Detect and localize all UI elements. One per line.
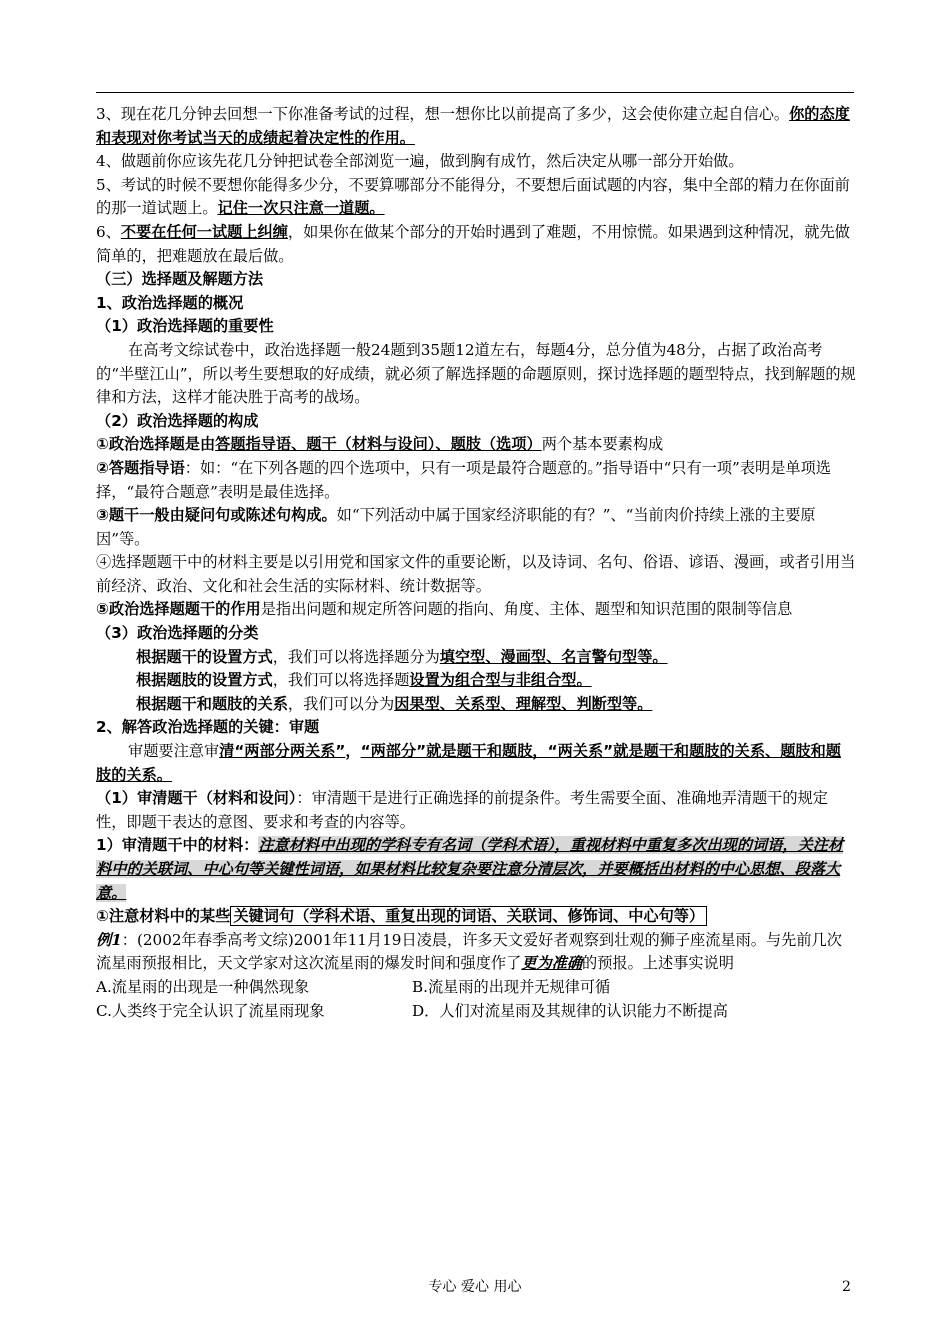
composition-2: ②答题指导语：如：“在下列各题的四个选项中，只有一项是最符合题意的。”指导语中“只有一项”表明是单项选择，“最符合题意”表明是最佳选择。: [96, 458, 831, 501]
paragraph-4: 4、做题前你应该先花几分钟把试卷全部浏览一遍，做到胸有成竹，然后决定从哪一部分开始做。: [96, 152, 744, 171]
option-b: B.流星雨的出现并无规律可循: [412, 977, 611, 996]
composition-5: ⑤政治选择题题干的作用是指出问题和规定所答问题的指向、角度、主体、题型和知识范围的限制等信息: [96, 600, 793, 619]
header-rule: [96, 92, 854, 93]
composition-3: ③题干一般由疑问句或陈述句构成。如“下列活动中属于国家经济职能的有？”、“当前肉价持续上涨的主要原因”等。: [96, 506, 816, 548]
review-stem: （1）审清题干（材料和设问）：审清题干是进行正确选择的前提条件。考生需要全面、准确地弄清题干的规定性，即题干表达的意图、要求和考查的内容等。: [96, 789, 828, 831]
importance-paragraph: 在高考文综试卷中，政治选择题一般24题到35题12道左右，每题4分，总分值为48分，占据了政治高考的“半壁江山”，所以考生要想取的好成绩，就必须了解选择题的命题原则，探讨选择题的题型特点，找到解题的规律和方法，这样才能决胜于高考的战场。: [96, 340, 856, 407]
paragraph-3: 3、现在花几分钟去回想一下你准备考试的过程，想一想你比以前提高了多少，这会使你建立起自信心。你的态度和表现对你考试当天的成绩起着决定性的作用。: [96, 105, 850, 147]
classification-1: 根据题干的设置方式，我们可以将选择题分为填空型、漫画型、名言警句型等。: [136, 647, 668, 666]
paragraph-6: 6、不要在任何一试题上纠缠，如果你在做某个部分的开始时遇到了难题，不用惊慌。如果遇到这种情况，就先做简单的，把难题放在最后做。: [96, 222, 850, 265]
paragraph-5: 5、考试的时候不要想你能得多少分，不要算哪部分不能得分，不要想后面试题的内容，集中全部的精力在你面前的那一道试题上。记住一次只注意一道题。: [96, 175, 850, 218]
page-number: 2: [842, 1279, 851, 1295]
option-d: D．人们对流星雨及其规律的认识能力不断提高: [412, 1001, 728, 1020]
option-c: C.人类终于完全认识了流星雨现象: [96, 1001, 325, 1020]
composition-1: ①政治选择题是由答题指导语、题干（材料与设问）、题肢（选项）两个基本要素构成: [96, 435, 664, 454]
heading-2: 2、解答政治选择题的关键：审题: [96, 718, 320, 737]
options-row-2: [96, 1000, 856, 1024]
options-row-1: [96, 976, 856, 1000]
heading-1: 1、政治选择题的概况: [96, 293, 244, 312]
option-a: A.流星雨的出现是一种偶然现象: [96, 977, 310, 996]
footer-text: 专心 爱心 用心: [428, 1279, 522, 1295]
keywords-line: ①注意材料中的某些 关键词句（学科术语、重复出现的词语、关联词、修饰词、中心句等）: [96, 905, 856, 929]
classification-3: 根据题干和题肢的关系，我们可以分为因果型、关系型、理解型、判断型等。: [136, 694, 653, 713]
heading-section-3: （三）选择题及解题方法: [96, 270, 264, 289]
review-material: 1）审清题干中的材料：注意材料中出现的学科专有名词（学科术语），重视材料中重复多次出现的词语，关注材料中的关联词、中心句等关键性词语，如果材料比较复杂要注意分清层次，并要概括出材料的中心思想、段落大意。: [96, 836, 844, 902]
composition-4: ④选择题题干中的材料主要是以引用党和国家文件的重要论断，以及诗词、名句、俗语、谚语、漫画，或者引用当前经济、政治、文化和社会生活的实际材料、统计数据等。: [96, 553, 856, 595]
classification-2: 根据题肢的设置方式，我们可以将选择题设置为组合型与非组合型。: [136, 671, 592, 690]
heading-1-2: （2）政治选择题的构成: [96, 411, 259, 430]
heading-1-3: （3）政治选择题的分类: [96, 624, 259, 643]
review-paragraph: 审题要注意审清“两部分两关系”，“两部分”就是题干和题肢，“两关系”就是题干和题肢的关系、题肢和题肢的关系。: [96, 742, 841, 784]
example-1: 例1：(2002年春季高考文综)2001年11月19日凌晨，许多天文爱好者观察到壮观的狮子座流星雨。与先前几次流星雨预报相比，天文学家对这次流星雨的爆发时间和强度作了更为准确的预报。上述事实说明: [96, 930, 842, 973]
document-body: [96, 103, 856, 1023]
heading-1-1: （1）政治选择题的重要性: [96, 317, 274, 336]
